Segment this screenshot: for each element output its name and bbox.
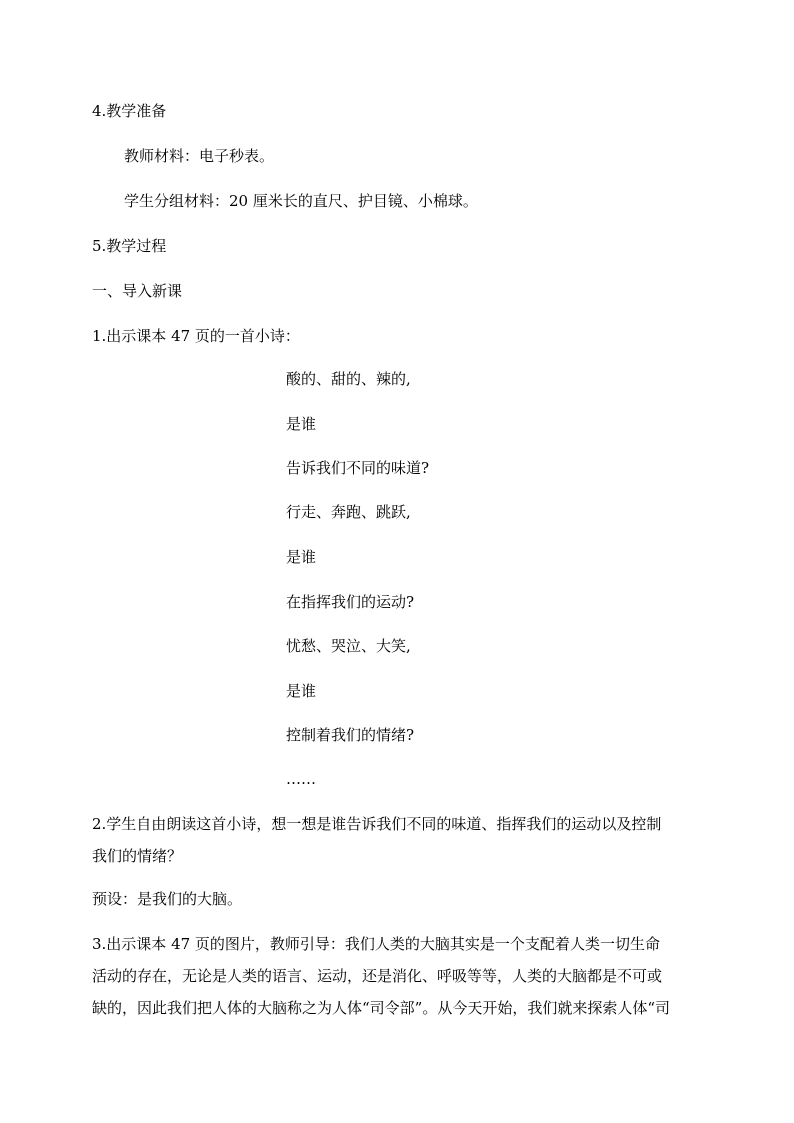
student-materials: 学生分组材料：20 厘米长的直尺、护目镜、小棉球。 (124, 192, 478, 210)
step-3-line-3: 缺的，因此我们把人体的大脑称之为人体“司令部”。从今天开始，我们就来探索人体“司 (92, 999, 671, 1017)
sub-heading-intro: 一、导入新课 (92, 282, 183, 300)
poem-line: 酸的、甜的、辣的, (286, 370, 411, 388)
poem-ellipsis: …… (286, 770, 316, 788)
poem-line: 在指挥我们的运动? (286, 593, 415, 611)
poem-line: 告诉我们不同的味道? (286, 459, 430, 477)
step-3-line-1: 3.出示课本 47 页的图片，教师引导：我们人类的大脑其实是一个支配着人类一切生命 (92, 935, 660, 953)
poem-line: 是谁 (286, 548, 317, 566)
poem-line: 行走、奔跑、跳跃, (286, 503, 411, 521)
poem-line: 忧愁、哭泣、大笑, (286, 637, 411, 655)
section-heading-prep: 4.教学准备 (92, 102, 167, 120)
step-1: 1.出示课本 47 页的一首小诗： (92, 327, 300, 345)
step-2-line-1: 2.学生自由朗读这首小诗，想一想是谁告诉我们不同的味道、指挥我们的运动以及控制 (92, 815, 662, 833)
poem-line: 是谁 (286, 415, 317, 433)
poem-line: 是谁 (286, 682, 317, 700)
step-3-line-2: 活动的存在，无论是人类的语言、运动，还是消化、呼吸等等，人类的大脑都是不可或 (92, 967, 663, 985)
teacher-materials: 教师材料：电子秒表。 (124, 147, 275, 165)
preset-answer: 预设：是我们的大脑。 (92, 890, 243, 908)
section-heading-process: 5.教学过程 (92, 237, 167, 255)
step-2-line-2: 我们的情绪？ (92, 847, 183, 865)
poem-line: 控制着我们的情绪? (286, 726, 415, 744)
